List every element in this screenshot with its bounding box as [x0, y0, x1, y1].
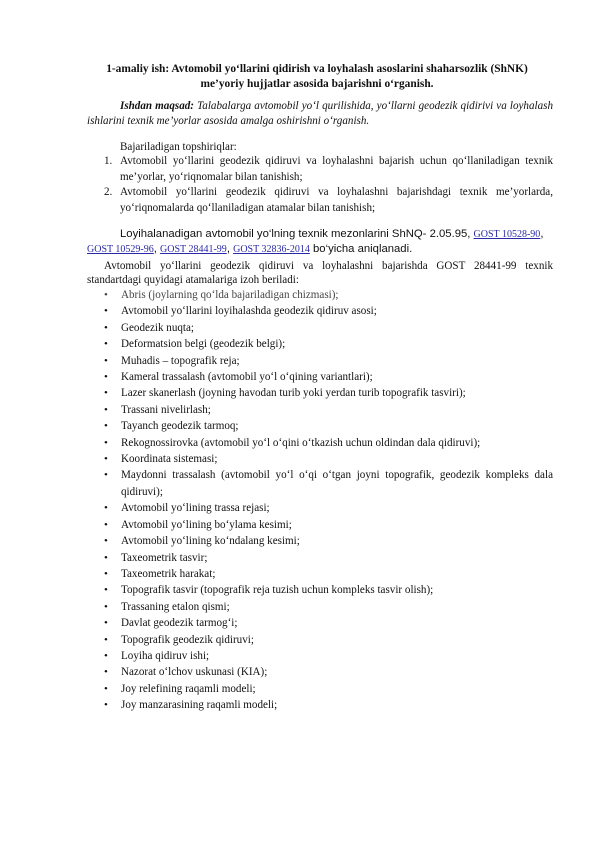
aim-paragraph	[87, 99, 553, 129]
tasks-list	[104, 154, 553, 216]
criteria-lead: Loyihalanadigan avtomobil yo‘lning texnik mezonlarini ShNQ- 2.05.95,	[120, 228, 474, 240]
task-item	[104, 185, 553, 216]
term-item: • Avtomobil yo‘llarini loyihalashda geodezik qidiruv asosi;	[104, 303, 553, 319]
task-text: Avtomobil yo‘llarini geodezik qidiruvi va loyhalashni bajarish uchun qo‘llaniladigan texnik me’yorlar, yo‘riqnomalar bilan tanishish;	[120, 155, 553, 183]
document-title	[92, 62, 542, 92]
term-item: • Taxeometrik tasvir;	[104, 550, 553, 566]
task-text: Avtomobil yo‘llarini geodezik qidiruvi va loyhalashni bajarishdagi texnik me’yorlarda, yo‘riqnomalarda qo‘llaniladigan atamalar bilan tanishish;	[120, 186, 553, 214]
gost-link-10529[interactable]: GOST 10529-96	[87, 244, 154, 255]
criteria-sep: ,	[153, 243, 161, 255]
term-item: • Geodezik nuqta;	[104, 320, 553, 336]
aim-text: Talabalarga avtomobil yo‘l qurilishida, yo‘llarni geodezik qidirivi va loyhalash ishlarini texnik me’yorlar asosida amalga oshirishni o‘rganish.	[87, 100, 554, 127]
title-line-2: me’yoriy hujjatlar asosida bajarishni o‘rganish.	[200, 78, 434, 90]
term-item: • Koordinata sistemasi;	[104, 451, 553, 467]
criteria-paragraph	[87, 227, 553, 257]
terms-intro: Avtomobil yo‘llarini geodezik qidiruvi va loyhalashni bajarishda GOST 28441-99 texnik standartdagi quyidagi atamalariga izoh beriladi:	[87, 260, 553, 286]
criteria-tail: bo‘yicha aniqlanadi.	[309, 243, 413, 255]
term-item: • Rekognossirovka (avtomobil yo‘l o‘qini o‘tkazish uchun oldindan dala qidiruvi);	[104, 435, 553, 451]
term-item: • Taxeometrik harakat;	[104, 566, 553, 582]
term-item: • Tayanch geodezik tarmoq;	[104, 418, 553, 434]
term-item: • Joy manzarasining raqamli modeli;	[104, 697, 553, 713]
term-item: • Avtomobil yo‘lining bo‘ylama kesimi;	[104, 517, 553, 533]
gost-link-28441[interactable]: GOST 28441-99	[160, 244, 227, 255]
term-item: • Topografik geodezik qidiruvi;	[104, 632, 553, 648]
term-item: • Trassani nivelirlash;	[104, 402, 553, 418]
term-item: • Avtomobil yo‘lining trassa rejasi;	[104, 500, 553, 516]
term-item: • Avtomobil yo‘lining ko‘ndalang kesimi;	[104, 533, 553, 549]
term-item: • Maydonni trassalash (avtomobil yo‘l o‘qi o‘tgan joyni topografik, geodezik kompleks dala qidiruvi);	[104, 467, 553, 500]
term-item: • Lazer skanerlash (joyning havodan turib yoki yerdan turib topografik tasviri);	[104, 385, 553, 401]
term-item: • Nazorat o‘lchov uskunasi (KIA);	[104, 664, 553, 680]
term-item: • Trassaning etalon qismi;	[104, 599, 553, 615]
term-item: • Deformatsion belgi (geodezik belgi);	[104, 336, 553, 352]
terms-list	[104, 287, 553, 714]
term-item: • Topografik tasvir (topografik reja tuzish uchun kompleks tasvir olish);	[104, 582, 553, 598]
term-item: • Loyiha qidiruv ishi;	[104, 648, 553, 664]
term-item: • Kameral trassalash (avtomobil yo‘l o‘qining variantlari);	[104, 369, 553, 385]
task-number: 2.	[104, 186, 113, 199]
term-item: • Muhadis – topografik reja;	[104, 353, 553, 369]
term-item: • Davlat geodezik tarmog‘i;	[104, 615, 553, 631]
criteria-sep: ,	[540, 228, 544, 240]
criteria-sep: ,	[226, 243, 234, 255]
task-number: 1.	[104, 155, 113, 167]
aim-label: Ishdan maqsad:	[120, 100, 195, 112]
task-item	[104, 154, 553, 185]
tasks-heading: Bajariladigan topshiriqlar:	[120, 141, 237, 153]
gost-link-10528[interactable]: GOST 10528-90	[473, 229, 541, 240]
gost-link-32836[interactable]: GOST 32836-2014	[233, 244, 310, 255]
term-item: • Joy relefining raqamli modeli;	[104, 681, 553, 697]
title-line-1: 1-amaliy ish: Avtomobil yo‘llarini qidirish va loyhalash asoslarini shaharsozlik (ShNK)	[106, 63, 528, 75]
term-item: • Abris (joylarning qo‘lda bajariladigan chizmasi);	[104, 287, 553, 303]
